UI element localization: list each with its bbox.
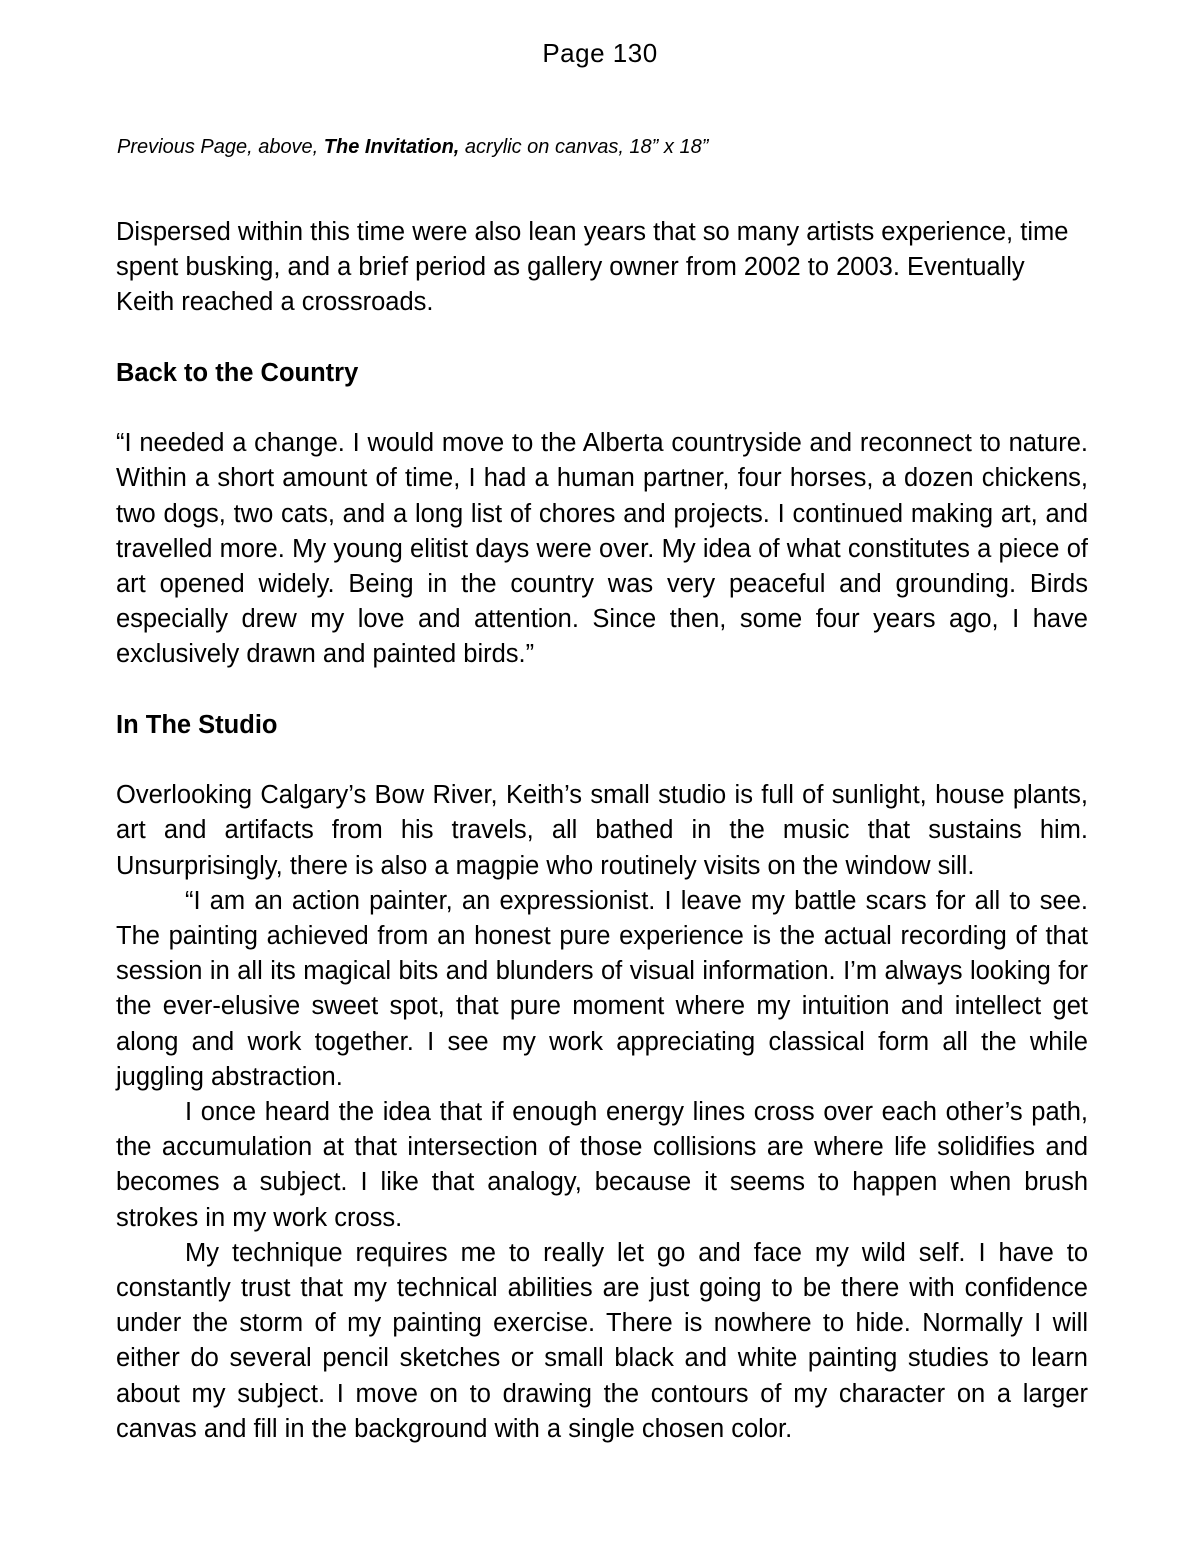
image-caption [117,136,1087,159]
caption-artwork-title: The Invitation, [323,136,460,158]
studio-paragraph: I once heard the idea that if enough energy lines cross over each other’s path, the accumulation at that intersection of those collisions are where life solidifies and becomes a subject. I like that analogy, because it seems to happen when brush strokes in my work cross. [116,1098,1088,1232]
intro-paragraph: Dispersed within this time were also lean years that so many artists experience, time spent busking, and a brief period as gallery owner from 2002 to 2003. Eventually Keith reached a crossroads. [116,218,1069,317]
caption-prefix: Previous Page, above, [117,136,324,158]
caption-suffix: acrylic on canvas, 18” x 18” [459,136,709,158]
studio-paragraph: My technique requires me to really let go and face my wild self. I have to constantly trust that my technical abilities are just going to be there with confidence under the storm of my painting exercise. There is nowhere to hide. Normally I will either do several pencil sketches or small black and white painting studies to learn about my subject. I move on to drawing the contours of my character on a larger canvas and fill in the background with a single chosen color. [116,1238,1088,1443]
studio-paragraph: “I am an action painter, an expressionist. I leave my battle scars for all to see. The painting achieved from an honest pure experience is the actual recording of that session in all its magical bits and blunders of visual information. I’m always looking for the ever-elusive sweet spot, that pure moment where my intuition and intellect get along and work together. I see my work appreciating classical form all the while juggling abstraction. [116,886,1088,1091]
studio-paragraph: Overlooking Calgary’s Bow River, Keith’s small studio is full of sunlight, house plants, art and artifacts from his travels, all bathed in the music that sustains him. Unsurprisingly, there is also a magpie who routinely visits on the window sill. [116,781,1088,880]
page-number: Page 130 [542,38,658,68]
article-body [116,215,1088,1447]
country-paragraph: “I needed a change. I would move to the Alberta countryside and reconnect to nature. Within a short amount of time, I had a human partner, four horses, a dozen chickens, two dogs, two cats, and a long list of chores and projects. I continued making art, and travelled more. My young elitist days were over. My idea of what constitutes a piece of art opened widely. Being in the country was very peaceful and grounding. Birds especially drew my love and attention. Since then, some four years ago, I have exclusively drawn and painted birds.” [116,429,1088,669]
section-heading-back-to-country: Back to the Country [116,358,359,387]
section-heading-in-the-studio: In The Studio [116,710,278,739]
